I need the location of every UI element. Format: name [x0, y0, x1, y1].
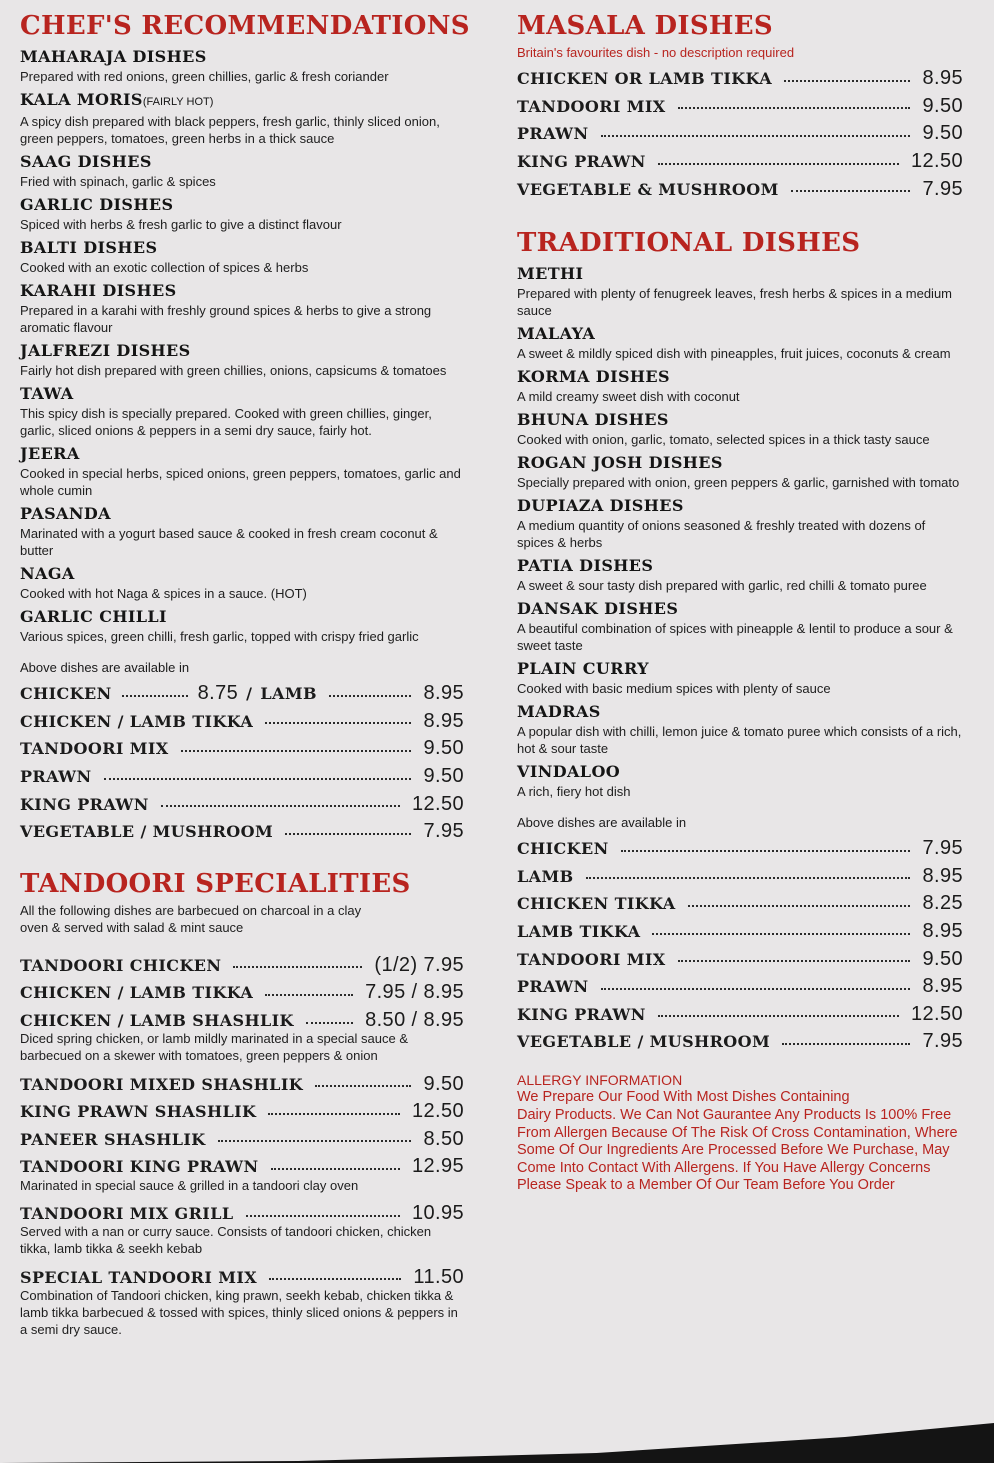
dish-description: This spicy dish is specially prepared. Cooked with green chillies, ginger, garlic, sliced onions & peppers in a semi dry sauce, fairly hot.: [20, 406, 432, 438]
dish-name: [517, 658, 963, 680]
price-item-name: TANDOORI MIX GRILL: [20, 1204, 234, 1224]
dish-name: [20, 606, 464, 628]
price-value: 8.25: [922, 892, 963, 915]
dot-leader: [233, 966, 362, 968]
dish-item: [20, 280, 464, 336]
price-row: [517, 93, 963, 121]
tandoori-item: [20, 979, 464, 1007]
price-value: 10.95: [411, 1202, 464, 1225]
price-item-name: KING PRAWN: [517, 1004, 646, 1024]
dish-name-text: VINDALOO: [517, 761, 621, 781]
dish-item: [517, 555, 963, 594]
traditional-available-note: Above dishes are available in: [517, 814, 687, 830]
price-item-name: CHICKEN TIKKA: [517, 894, 676, 914]
price-row: [20, 735, 464, 763]
dish-item: [517, 658, 963, 697]
price-value: 9.50: [423, 1072, 464, 1095]
tandoori-specialities-title: TANDOORI SPECIALITIES: [20, 868, 411, 899]
price-item-name: TANDOORI MIX: [517, 949, 666, 969]
dish-description: Prepared with plenty of fenugreek leaves, fresh herbs & spices in a medium sauce: [517, 285, 953, 318]
dish-name-text: BALTI DISHES: [20, 238, 158, 257]
price-row: [20, 952, 464, 980]
allergy-line: Come Into Contact With Allergens. If You Have Allergy Concerns: [517, 1159, 931, 1176]
price-item-name: CHICKEN OR LAMB TIKKA: [517, 69, 773, 89]
tandoori-item: [20, 952, 464, 980]
dish-name-text: JALFREZI DISHES: [20, 341, 191, 360]
tandoori-item: [20, 1126, 464, 1154]
dish-item: [20, 443, 464, 499]
price-item-name: CHICKEN / LAMB SHASHLIK: [20, 1011, 294, 1031]
dish-item: [20, 383, 464, 439]
price-row: [20, 790, 464, 818]
price-value: 12.50: [411, 792, 464, 815]
dish-name: [20, 237, 464, 259]
dot-leader: [658, 1015, 899, 1017]
dish-name-text: TAWA: [20, 384, 74, 403]
dot-leader: [601, 135, 911, 137]
dot-leader: [678, 107, 911, 109]
traditional-price-list: [517, 835, 963, 1056]
price-value: 12.50: [910, 1002, 963, 1025]
dish-name: [20, 89, 464, 113]
price-row: [517, 1001, 963, 1029]
chefs-recommendations-title: CHEF'S RECOMMENDATIONS: [20, 11, 470, 41]
dish-name-text: GARLIC DISHES: [20, 195, 174, 214]
tandoori-item: [20, 1070, 464, 1098]
dish-description: Prepared with red onions, green chillies, garlic & fresh coriander: [20, 69, 389, 84]
dish-name: [20, 194, 464, 216]
dish-name-text: JEERA: [20, 444, 80, 463]
tandoori-item-description: Served with a nan or curry sauce. Consists of tandoori chicken, chicken tikka, lamb tikka & seekh kebab: [20, 1224, 432, 1257]
price-value: 8.75: [197, 682, 239, 705]
price-value: 8.95: [922, 975, 963, 998]
page-bottom-edge: [0, 1423, 994, 1463]
dish-name: [517, 409, 963, 431]
dish-description: A spicy dish prepared with black peppers, fresh garlic, thinly sliced onion, green peppers, tomatoes, green herbs in a thick sauce: [20, 114, 440, 146]
price-value: 7.95: [922, 177, 963, 200]
price-value: 11.50: [413, 1265, 464, 1288]
dish-description: Prepared in a karahi with freshly ground spices & herbs to give a strong aromatic flavour: [20, 303, 432, 335]
price-row: [517, 175, 963, 203]
dot-leader: [265, 994, 353, 996]
price-row: [517, 918, 963, 946]
dish-description: Cooked in special herbs, spiced onions, green peppers, tomatoes, garlic and whole cumin: [20, 466, 461, 498]
masala-price-list: [517, 65, 963, 203]
dish-item: [20, 89, 464, 147]
allergy-info: [517, 1072, 989, 1195]
price-value: 8.50 / 8.95: [365, 1009, 464, 1032]
dish-name: [517, 495, 963, 517]
price-row: [20, 979, 464, 1007]
price-item-name: CHICKEN: [517, 839, 609, 859]
dish-item: [20, 340, 464, 379]
price-item-name: VEGETABLE / MUSHROOM: [517, 1032, 771, 1052]
dot-leader: [271, 1168, 400, 1170]
dish-name: [517, 323, 963, 345]
dish-description: Cooked with hot Naga & spices in a sauce. (HOT): [20, 586, 307, 601]
tandoori-item-description: Diced spring chicken, or lamb mildly marinated in a special sauce & barbecued on a skewer with tomatoes, green peppers & onion: [20, 1031, 409, 1064]
price-item-name: KING PRAWN SHASHLIK: [20, 1102, 257, 1122]
allergy-text: [517, 1089, 989, 1195]
dot-leader: [658, 163, 899, 165]
dish-description: Cooked with an exotic collection of spices & herbs: [20, 260, 309, 275]
price-item-name: VEGETABLE & MUSHROOM: [517, 179, 779, 199]
dish-description: A beautiful combination of spices with pineapple & lentil to produce a sour & sweet taste: [517, 620, 953, 653]
price-row: [20, 1126, 464, 1154]
dot-leader: [652, 933, 910, 935]
dot-leader: [268, 1113, 400, 1115]
right-column: [517, 10, 963, 1195]
price-item-name: PANEER SHASHLIK: [20, 1129, 206, 1149]
dish-item: [517, 495, 963, 551]
price-row: [517, 890, 963, 918]
dish-name-text: DUPIAZA DISHES: [517, 495, 684, 515]
price-row-chicken-lamb: [20, 680, 464, 708]
dish-item: [517, 323, 963, 362]
tandoori-item: [20, 1007, 464, 1065]
price-item-name: LAMB TIKKA: [517, 922, 641, 942]
dish-name: [20, 280, 464, 302]
price-value: 8.95: [423, 709, 464, 732]
tandoori-intro: All the following dishes are barbecued on charcoal in a clay oven & served with salad & mint sauce: [20, 902, 362, 935]
dish-description: A popular dish with chilli, lemon juice & tomato puree which consists of a rich, hot & sour taste: [517, 723, 962, 756]
dish-name: [517, 366, 963, 388]
price-value: 12.50: [910, 150, 963, 173]
dish-name-text: PATIA DISHES: [517, 555, 654, 575]
price-value: 7.95 / 8.95: [365, 981, 464, 1004]
masala-dishes-title: MASALA DISHES: [517, 11, 773, 41]
price-row: [20, 1070, 464, 1098]
dish-name-text: MAHARAJA DISHES: [20, 47, 207, 66]
dish-item: [517, 452, 963, 491]
dish-description: Cooked with onion, garlic, tomato, selected spices in a thick tasty sauce: [517, 431, 930, 447]
price-item-name: CHICKEN / LAMB TIKKA: [20, 983, 254, 1003]
price-row: [517, 120, 963, 148]
price-value: 7.95: [922, 1030, 963, 1053]
dish-name: [20, 563, 464, 585]
price-row: [517, 863, 963, 891]
dish-name: [20, 46, 464, 68]
price-item-name: TANDOORI MIXED SHASHLIK: [20, 1074, 304, 1094]
dish-name: [517, 452, 963, 474]
tandoori-item-description: Marinated in special sauce & grilled in a tandoori clay oven: [20, 1177, 359, 1193]
traditional-dishes-title: TRADITIONAL DISHES: [517, 227, 861, 258]
price-item-name: VEGETABLE / MUSHROOM: [20, 822, 274, 842]
dish-item: [20, 237, 464, 276]
price-row: [20, 763, 464, 791]
dish-description: Spiced with herbs & fresh garlic to give a distinct flavour: [20, 217, 342, 232]
dish-name-text: KALA MORIS: [20, 90, 143, 109]
allergy-line: From Allergen Because Of The Risk Of Cross Contamination, Where: [517, 1124, 958, 1141]
dish-name: [517, 761, 963, 783]
dish-name: [20, 503, 464, 525]
left-column: [20, 10, 470, 1338]
dish-description: A sweet & sour tasty dish prepared with garlic, red chilli & tomato puree: [517, 577, 927, 593]
dot-leader: [285, 833, 411, 835]
dot-leader: [329, 695, 412, 697]
dish-name-text: ROGAN JOSH DISHES: [517, 452, 723, 472]
dish-name: [517, 701, 963, 723]
dish-name: [517, 598, 963, 620]
dish-item: [517, 598, 963, 654]
dot-leader: [218, 1140, 412, 1142]
allergy-title: ALLERGY INFORMATION: [517, 1071, 683, 1088]
price-row: [517, 1028, 963, 1056]
price-value: 9.50: [922, 94, 963, 117]
dot-leader: [621, 850, 911, 852]
dish-name-text: SAAG DISHES: [20, 152, 152, 171]
tandoori-item: [20, 1098, 464, 1126]
price-item-name: LAMB: [517, 866, 574, 886]
price-item-name: SPECIAL TANDOORI MIX: [20, 1267, 258, 1287]
price-item-name: TANDOORI KING PRAWN: [20, 1157, 259, 1177]
dot-leader: [269, 1278, 401, 1280]
dish-name: [20, 443, 464, 465]
price-row: [517, 973, 963, 1001]
dish-name: [517, 263, 963, 285]
price-item-name: TANDOORI MIX: [517, 96, 666, 116]
dish-name-text: MALAYA: [517, 323, 596, 343]
tandoori-item: [20, 1263, 464, 1338]
dish-item: [517, 701, 963, 757]
price-item-name: LAMB: [260, 684, 317, 704]
price-item-name: PRAWN: [517, 124, 589, 144]
price-separator: /: [246, 684, 253, 704]
dish-description: Marinated with a yogurt based sauce & cooked in fresh cream coconut & butter: [20, 526, 438, 558]
price-row: [20, 1098, 464, 1126]
dish-item: [20, 606, 464, 645]
allergy-line: We Prepare Our Food With Most Dishes Containing: [517, 1089, 850, 1106]
dish-description: Cooked with basic medium spices with plenty of sauce: [517, 680, 831, 696]
dish-item: [517, 366, 963, 405]
dish-name-text: MADRAS: [517, 701, 601, 721]
price-item-name: PRAWN: [20, 767, 92, 787]
traditional-dish-list: [517, 263, 963, 800]
dot-leader: [586, 877, 911, 879]
price-value: 9.50: [423, 737, 464, 760]
dot-leader: [688, 905, 911, 907]
price-item-name: KING PRAWN: [517, 152, 646, 172]
dot-leader: [265, 722, 411, 724]
dish-item: [20, 194, 464, 233]
dish-description: A mild creamy sweet dish with coconut: [517, 388, 740, 404]
dish-description: Specially prepared with onion, green peppers & garlic, garnished with tomato: [517, 474, 960, 490]
dot-leader: [782, 1043, 910, 1045]
price-row: [517, 945, 963, 973]
dish-item: [20, 503, 464, 559]
price-item-name: KING PRAWN: [20, 794, 149, 814]
chefs-price-list: [20, 708, 464, 846]
dot-leader: [181, 750, 412, 752]
dish-description: Fried with spinach, garlic & spices: [20, 174, 216, 189]
tandoori-item: [20, 1200, 464, 1258]
allergy-line: Some Of Our Ingredients Are Processed Before We Purchase, May: [517, 1142, 950, 1159]
tandoori-item: [20, 1153, 464, 1194]
dish-description: Various spices, green chilli, fresh garlic, topped with crispy fried garlic: [20, 629, 419, 644]
price-value: 8.95: [423, 682, 464, 705]
dot-leader: [246, 1215, 400, 1217]
dish-name: [20, 340, 464, 362]
masala-subtitle: Britain's favourites dish - no description required: [517, 45, 795, 60]
dish-description: A rich, fiery hot dish: [517, 783, 631, 799]
dish-name: [20, 383, 464, 405]
price-row: [517, 65, 963, 93]
dish-name-text: NAGA: [20, 564, 75, 583]
price-item-name: CHICKEN: [20, 684, 112, 704]
dish-name-text: KORMA DISHES: [517, 366, 670, 386]
dot-leader: [601, 988, 911, 990]
allergy-line: Dairy Products. We Can Not Gaurantee Any Products Is 100% Free: [517, 1106, 952, 1123]
dot-leader: [791, 190, 911, 192]
chefs-dish-list: [20, 46, 464, 645]
dot-leader: [315, 1085, 411, 1087]
tandoori-item-description: Combination of Tandoori chicken, king prawn, seekh kebab, chicken tikka & lamb tikka barbecued & tossed with spices, thinly sliced onions & peppers in a semi dry sauce.: [20, 1287, 458, 1337]
dish-heat-note: (FAIRLY HOT): [142, 96, 214, 108]
price-row: [517, 835, 963, 863]
dish-name-text: PLAIN CURRY: [517, 658, 649, 678]
price-value: 8.95: [922, 864, 963, 887]
tandoori-item-list: [20, 952, 464, 1338]
price-value: (1/2) 7.95: [374, 953, 464, 976]
dish-item: [517, 409, 963, 448]
dish-item: [20, 151, 464, 190]
price-value: 8.50: [423, 1127, 464, 1150]
price-value: 12.50: [411, 1100, 464, 1123]
dot-leader: [122, 695, 188, 697]
dish-item: [20, 46, 464, 85]
chefs-available-note: Above dishes are available in: [20, 660, 190, 675]
dish-name-text: METHI: [517, 263, 584, 283]
price-value: 7.95: [922, 837, 963, 860]
price-value: 8.95: [922, 920, 963, 943]
dot-leader: [784, 80, 910, 82]
dish-description: Fairly hot dish prepared with green chillies, onions, capsicums & tomatoes: [20, 363, 447, 378]
dish-name-text: PASANDA: [20, 504, 111, 523]
price-item-name: PRAWN: [517, 977, 589, 997]
dish-name-text: DANSAK DISHES: [517, 598, 679, 618]
dish-description: A sweet & mildly spiced dish with pineapples, fruit juices, coconuts & cream: [517, 345, 951, 361]
price-value: 8.95: [922, 67, 963, 90]
price-row: [20, 818, 464, 846]
price-value: 9.50: [922, 947, 963, 970]
dish-name-text: BHUNA DISHES: [517, 409, 669, 429]
price-value: 7.95: [423, 820, 464, 843]
price-item-name: TANDOORI CHICKEN: [20, 955, 222, 975]
dish-name: [517, 555, 963, 577]
price-row: [517, 148, 963, 176]
price-item-name: CHICKEN / LAMB TIKKA: [20, 711, 254, 731]
dish-item: [517, 761, 963, 800]
dot-leader: [104, 778, 412, 780]
dish-item: [20, 563, 464, 602]
dot-leader: [161, 805, 400, 807]
dish-description: A medium quantity of onions seasoned & freshly treated with dozens of spices & herbs: [517, 517, 926, 550]
dot-leader: [678, 960, 911, 962]
dot-leader: [306, 1022, 353, 1024]
price-value: 9.50: [423, 765, 464, 788]
dish-item: [517, 263, 963, 319]
price-value: 9.50: [922, 122, 963, 145]
price-row: [20, 708, 464, 736]
dish-name-text: GARLIC CHILLI: [20, 607, 167, 626]
price-item-name: TANDOORI MIX: [20, 739, 169, 759]
dish-name: [20, 151, 464, 173]
dish-name-text: KARAHI DISHES: [20, 281, 177, 300]
price-value: 12.95: [411, 1155, 464, 1178]
allergy-line: Please Speak to a Member Of Our Team Before You Order: [517, 1177, 895, 1194]
